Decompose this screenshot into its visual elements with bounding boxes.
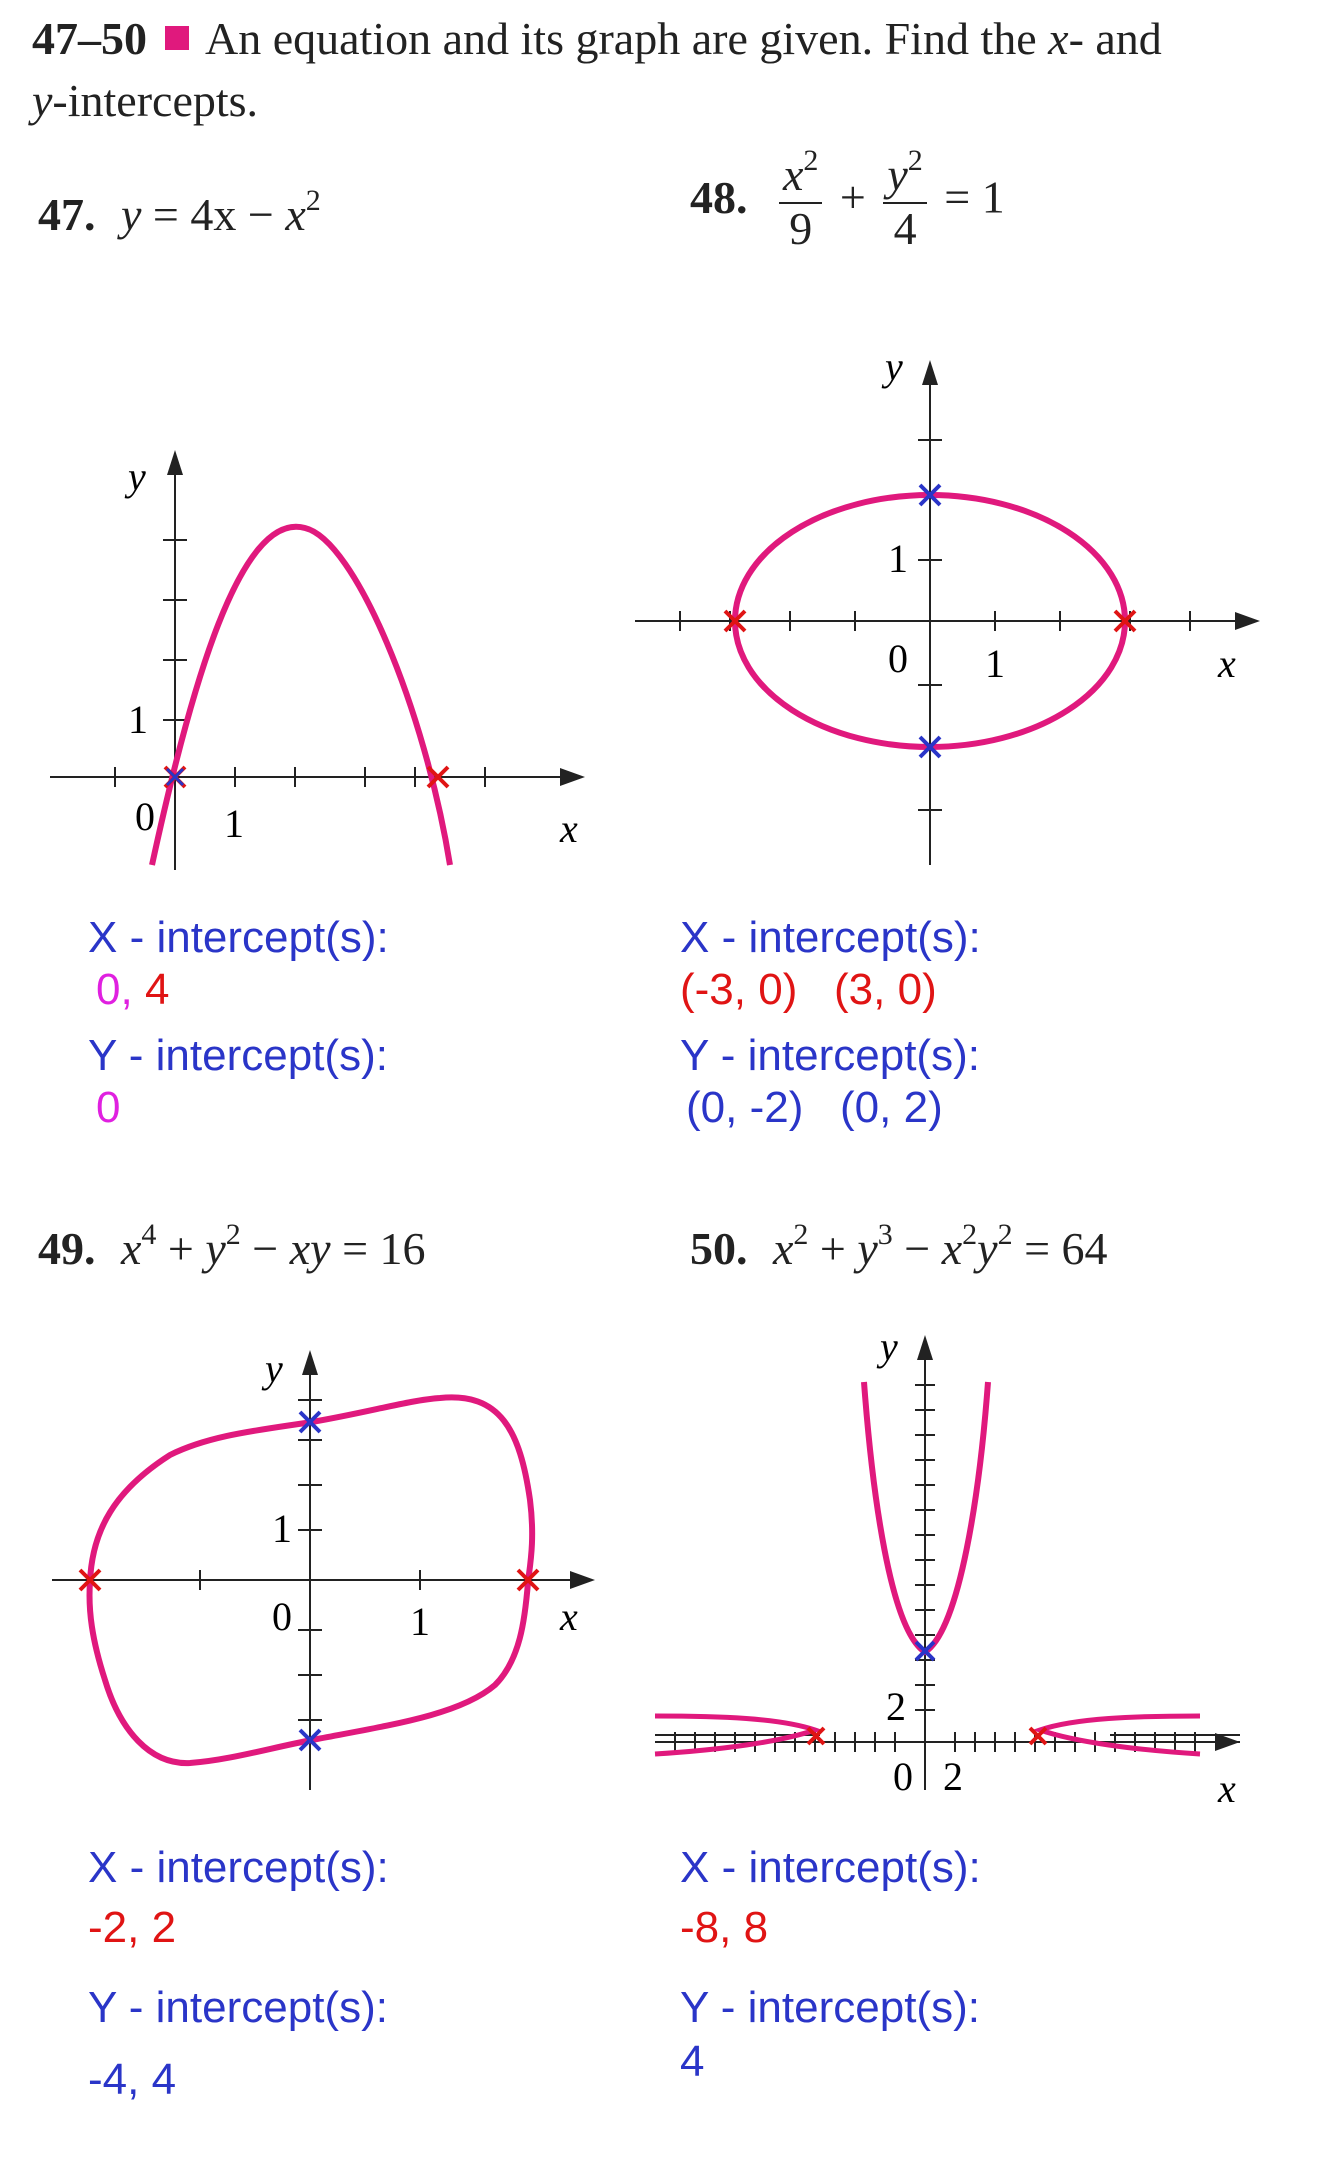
x-intercept-values: (-3, 0) (3, 0) [680,965,937,1014]
x-intercept-label: X - intercept(s): [680,1843,981,1892]
magenta-square-icon [165,26,189,50]
x-axis-arrow-icon [570,1571,595,1589]
eq-term: 4x [190,189,237,240]
problem-set-header [32,8,1302,132]
x-tick-label: 1 [985,641,1005,686]
x-tick-label: 1 [410,1599,430,1644]
eq-operator: + [167,1223,194,1274]
problem-48-graph [620,350,1280,880]
eq-operator: + [819,1223,846,1274]
eq-term: y [121,189,142,240]
y-intercept-values: -4, 4 [88,2055,177,2104]
eq-term: x [941,1223,963,1274]
denominator: 9 [789,203,813,254]
problem-47-answers [88,912,389,1134]
y-axis-arrow-icon [302,1350,318,1375]
x-axis-label: x [1218,641,1236,686]
problem-49-graph [40,1340,600,1800]
y-intercept-label: Y - intercept(s): [680,1983,980,2032]
fraction [779,144,822,254]
eq-exponent: 3 [877,1218,893,1251]
eq-exponent: 2 [962,1218,978,1251]
y-axis-arrow-icon [922,360,938,385]
numerator: x [783,149,804,200]
x-intercept-values: -2, 2 [88,1903,177,1952]
x-intercept-label: X - intercept(s): [88,1843,389,1892]
eq-rhs: = 64 [1024,1223,1108,1274]
header-text-c: -intercepts. [52,75,259,126]
y-tick-label: 1 [888,536,908,581]
eq-exponent: 2 [225,1218,241,1251]
header-text-a: An equation and its graph are given. Find the [205,13,1049,64]
problem-47-equation [38,184,321,241]
y-axis-label: y [880,1330,898,1369]
problem-number: 50. [690,1223,748,1274]
y-axis-arrow-icon [917,1335,933,1360]
y-axis-label: y [885,350,903,389]
origin-label: 0 [135,794,155,839]
x-intercept-value: 0, [96,965,133,1014]
problem-50-graph [640,1330,1280,1810]
eq-exponent: 2 [305,184,321,217]
eq-term: y [977,1223,998,1274]
eq-rhs: = 1 [944,171,1005,223]
problem-48-answers [680,912,981,1134]
denominator: 4 [893,203,917,254]
problem-range: 47–50 [32,13,147,64]
y-intercept-values: 4 [680,2037,705,2086]
y-tick-label: 1 [272,1506,292,1551]
problem-number: 47. [38,189,96,240]
y-tick-label: 1 [128,697,148,742]
eq-term: xy [289,1223,331,1274]
origin-label: 0 [272,1594,292,1639]
eq-term: y [857,1223,878,1274]
numerator: y [887,149,908,200]
eq-operator: − [247,189,274,240]
x-axis-arrow-icon [560,768,585,786]
problem-48-equation [690,144,1005,254]
parabola-curve [152,527,450,865]
y-axis-label: y [265,1346,283,1391]
problem-50-answers [680,1842,981,2088]
x-tick-label: 2 [943,1754,963,1799]
x-tick-label: 1 [224,801,244,846]
eq-exponent: 2 [803,144,819,177]
problem-number: 49. [38,1223,96,1274]
eq-operator: − [252,1223,279,1274]
eq-sign: = [152,189,179,240]
x-axis-label: x [560,1594,578,1639]
problem-number: 48. [690,171,748,223]
origin-label: 0 [888,636,908,681]
eq-operator: + [839,171,866,223]
origin-label: 0 [893,1754,913,1799]
fraction [883,144,926,254]
problem-47-graph [40,440,600,880]
x-axis-label: x [1218,1766,1236,1810]
y-intercept-values: 0 [96,1083,121,1132]
eq-exponent: 2 [997,1218,1013,1251]
y-tick-label: 2 [886,1684,906,1729]
x-intercept-values [88,964,389,1016]
problem-49-equation [38,1218,426,1275]
eq-exponent: 4 [141,1218,157,1251]
eq-term: x [773,1223,794,1274]
x-intercept-values: -8, 8 [680,1903,769,1952]
y-intercept-label: Y - intercept(s): [680,1031,980,1080]
y-intercept-label: Y - intercept(s): [88,1031,388,1080]
x-intercept-label: X - intercept(s): [88,913,389,962]
eq-rhs: = 16 [342,1223,426,1274]
header-text-b: - and [1068,13,1162,64]
x-axis-label: x [560,806,578,851]
header-y-var: y [32,75,53,126]
x-intercept-label: X - intercept(s): [680,913,981,962]
problem-49-answers [88,1842,389,2106]
y-axis-label: y [128,454,146,499]
problem-50-equation [690,1218,1108,1275]
y-intercept-label: Y - intercept(s): [88,1983,388,2032]
x-axis-arrow-icon [1235,612,1260,630]
eq-operator: − [904,1223,931,1274]
x-intercept-value: 4 [144,965,170,1014]
eq-term: x [285,189,306,240]
eq-exponent: 2 [793,1218,809,1251]
y-axis-arrow-icon [167,450,183,475]
y-intercept-values: (0, -2) (0, 2) [686,1083,943,1132]
eq-term: y [205,1223,226,1274]
eq-exponent: 2 [907,144,923,177]
header-x-var: x [1048,13,1069,64]
eq-term: x [121,1223,142,1274]
